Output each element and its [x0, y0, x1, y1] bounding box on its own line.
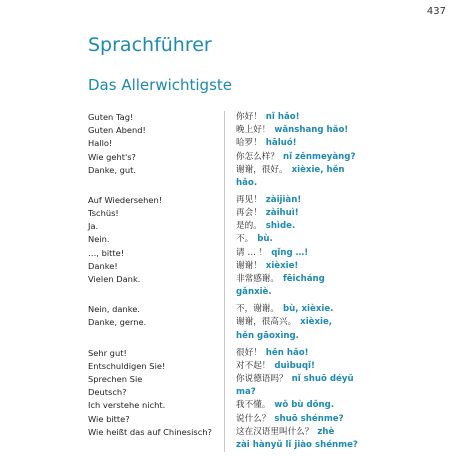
chinese-phrase: 请 … ！ qǐng …!: [236, 247, 309, 258]
section-subtitle: Das Allerwichtigste: [88, 76, 233, 94]
chinese-phrase: 你怎么样？ nǐ zěnmeyàng?: [236, 151, 356, 162]
german-phrase: Hallo!: [88, 138, 113, 149]
chinese-phrase: 再会！ zàihuì!: [236, 208, 299, 219]
phrase-row: [88, 347, 448, 360]
german-phrase: Ja.: [88, 221, 99, 232]
page-title: Sprachführer: [88, 34, 212, 56]
phrase-row: [88, 151, 448, 164]
pinyin: nǐ shuō déyǔ: [291, 374, 354, 384]
chinese-phrase: 不，谢谢。 bù, xièxie.: [236, 304, 334, 315]
german-phrase: Wie bitte?: [88, 413, 130, 424]
phrase-row: [88, 413, 448, 426]
phrase-row: [88, 220, 448, 233]
phrase-row: [88, 399, 448, 412]
pinyin: shìde.: [265, 221, 296, 232]
german-phrase: Wie geht's?: [88, 151, 136, 162]
phrase-row: [88, 194, 448, 207]
phrase-row: [88, 373, 448, 386]
pinyin: zàihuì!: [265, 208, 299, 219]
chinese-phrase: 对不起！ duìbuqǐ!: [236, 360, 315, 371]
chinese-phrase: 你说德语吗？ nǐ shuō déyǔ: [236, 374, 354, 384]
page-number: 437: [426, 6, 446, 17]
phrase-row: [88, 330, 448, 343]
phrase-row: [88, 233, 448, 246]
german-phrase: Vielen Dank.: [88, 273, 141, 284]
phrase-row: [88, 247, 448, 260]
chinese-phrase: 谢谢，很好。 xièxie, hěn: [236, 164, 345, 175]
phrase-row: [88, 386, 448, 399]
phrase-row: [88, 207, 448, 220]
pinyin: zài hànyǔ lǐ jiào shénme?: [236, 439, 358, 450]
phrase-row: [88, 111, 448, 124]
chinese-phrase: [236, 330, 299, 343]
phrase-row: [88, 439, 448, 452]
phrase-row: [88, 177, 448, 190]
chinese-phrase: 我不懂。 wǒ bù dǒng.: [236, 400, 335, 411]
german-phrase: Entschuldigen Sie!: [88, 360, 166, 371]
chinese-phrase: [236, 386, 256, 399]
phrase-row: [88, 316, 448, 329]
pinyin: shuō shénme?: [274, 413, 344, 424]
german-phrase: Guten Tag!: [88, 112, 134, 122]
pinyin: bù.: [257, 234, 273, 245]
phrase-row: [88, 124, 448, 137]
phrase-row: [88, 286, 448, 299]
phrase-row: [88, 164, 448, 177]
pinyin: nǐ hǎo!: [265, 112, 300, 122]
chinese-phrase: 说什么？ shuō shénme?: [236, 413, 344, 424]
pinyin: hěn gāoxìng.: [236, 330, 299, 341]
pinyin: nǐ zěnmeyàng?: [282, 151, 356, 162]
pinyin: gǎnxiè.: [236, 287, 272, 298]
german-phrase: Sprechen Sie: [88, 374, 143, 384]
german-phrase: Danke, gerne.: [88, 317, 147, 328]
chinese-phrase: [236, 286, 272, 299]
pinyin: xièxie!: [265, 260, 299, 271]
german-phrase: Sehr gut!: [88, 347, 127, 358]
phrase-row: [88, 426, 448, 439]
pinyin: hǎo.: [236, 177, 258, 188]
phrase-row: [88, 137, 448, 150]
phrase-row: [88, 273, 448, 286]
pinyin: ma?: [236, 387, 256, 398]
german-phrase: Wie heißt das auf Chinesisch?: [88, 426, 212, 437]
chinese-phrase: 不。 bù.: [236, 234, 273, 245]
pinyin: wǎnshang hǎo!: [274, 125, 349, 136]
german-phrase: Nein.: [88, 234, 110, 245]
german-phrase: …, bitte!: [88, 247, 125, 258]
chinese-phrase: 你好！ nǐ hǎo!: [236, 112, 300, 122]
pinyin: hāluó!: [265, 138, 297, 149]
chinese-phrase: 很好！ hěn hǎo!: [236, 347, 309, 358]
chinese-phrase: 再见！ zàijiàn!: [236, 195, 302, 205]
german-phrase: Auf Wiedersehen!: [88, 195, 163, 205]
chinese-phrase: 非常感谢。 fēicháng: [236, 273, 325, 284]
chinese-phrase: [236, 439, 358, 452]
german-phrase: Guten Abend!: [88, 125, 146, 136]
german-phrase: Danke, gut.: [88, 164, 137, 175]
chinese-phrase: 哈罗！ hāluó!: [236, 138, 297, 149]
chinese-phrase: 晚上好！ wǎnshang hǎo!: [236, 125, 349, 136]
chinese-phrase: [236, 177, 257, 190]
pinyin: fēicháng: [282, 273, 325, 284]
chinese-phrase: 谢谢，很高兴。 xièxie,: [236, 317, 333, 328]
phrase-row: [88, 360, 448, 373]
german-phrase: Nein, danke.: [88, 304, 141, 315]
phrase-row: [88, 260, 448, 273]
chinese-phrase: 是的。 shìde.: [236, 221, 296, 232]
pinyin: zhè: [317, 426, 335, 437]
chinese-phrase: 谢谢！ xièxie!: [236, 260, 299, 271]
pinyin: wǒ bù dǒng.: [274, 400, 335, 411]
german-phrase: Danke!: [88, 260, 118, 271]
pinyin: xièxie,: [300, 317, 333, 328]
pinyin: xièxie, hěn: [291, 164, 345, 175]
pinyin: zàijiàn!: [265, 195, 302, 205]
phrase-row: [88, 303, 448, 316]
pinyin: duìbuqǐ!: [274, 360, 315, 371]
pinyin: qǐng …!: [271, 247, 309, 258]
german-phrase: Tschüs!: [88, 208, 119, 219]
chinese-phrase: 这在汉语里叫什么？ zhè: [236, 426, 335, 437]
pinyin: hěn hǎo!: [265, 347, 309, 358]
german-phrase: Deutsch?: [88, 387, 127, 398]
german-phrase: Ich verstehe nicht.: [88, 400, 166, 411]
pinyin: bù, xièxie.: [282, 304, 334, 315]
